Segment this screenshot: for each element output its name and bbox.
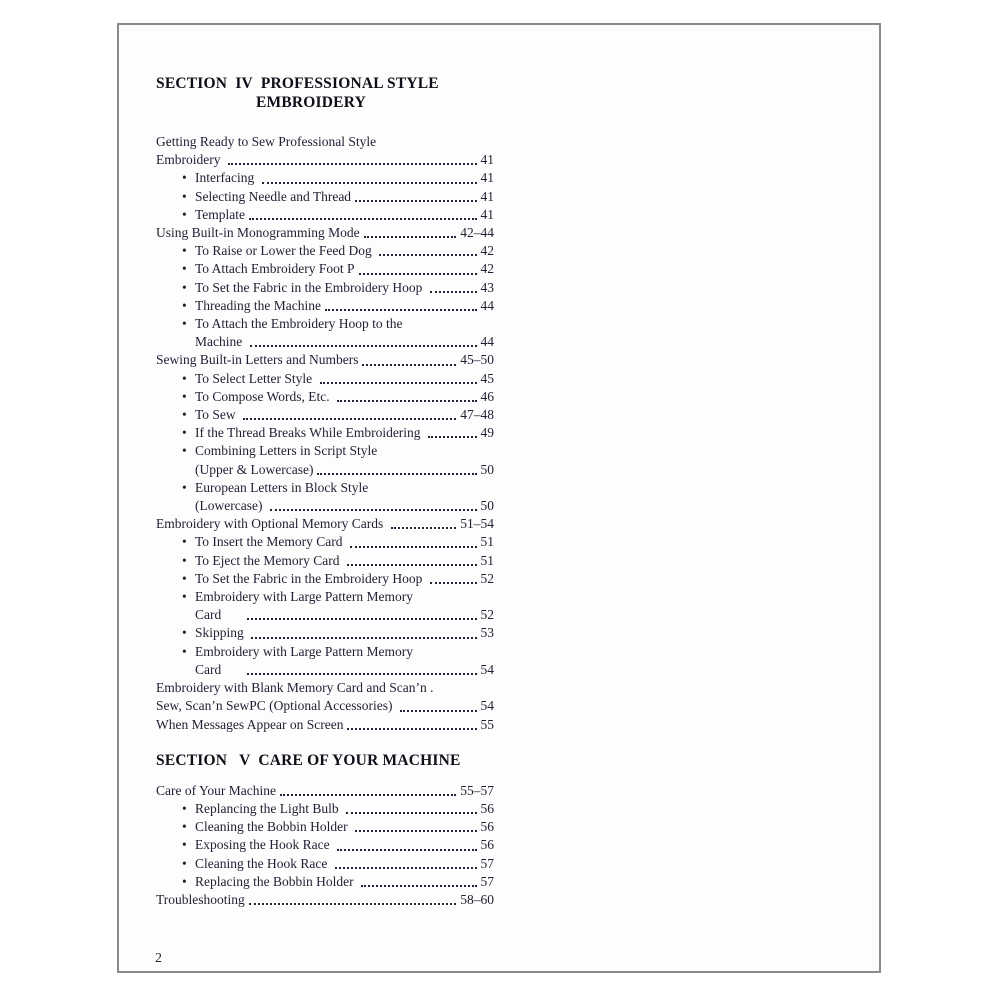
toc-page-number: 56 xyxy=(480,837,494,853)
toc-page-number: 51 xyxy=(480,552,494,568)
section-heading-line: SECTION IV PROFESSIONAL STYLE xyxy=(156,75,439,92)
toc-page-number: 46 xyxy=(480,388,494,404)
toc-entry-label: Cleaning the Hook Race xyxy=(195,855,331,871)
bullet-icon: • xyxy=(182,819,187,835)
toc-entry-label: Selecting Needle and Thread xyxy=(195,188,352,204)
bullet-icon: • xyxy=(182,855,187,871)
toc-entry-row xyxy=(156,782,494,800)
dot-leader xyxy=(251,624,476,638)
toc-page-number: 58–60 xyxy=(460,891,494,907)
dot-leader xyxy=(249,206,476,220)
toc-entry-label: Interfacing xyxy=(195,170,258,186)
toc-page-number: 51–54 xyxy=(460,516,494,532)
bullet-icon: • xyxy=(182,243,187,259)
dot-leader xyxy=(250,333,477,347)
toc-page-number: 51 xyxy=(480,534,494,550)
page-number: 2 xyxy=(155,951,162,966)
toc-page-number: 45 xyxy=(480,370,494,386)
toc-entry-label: Embroidery xyxy=(156,152,224,168)
bullet-icon: • xyxy=(182,188,187,204)
toc-entry-row xyxy=(156,818,494,836)
toc-entry-row xyxy=(156,515,494,533)
toc-entry-row xyxy=(156,279,494,297)
toc-page-number: 49 xyxy=(480,425,494,441)
manual-page xyxy=(117,23,881,973)
toc-entry-label: When Messages Appear on Screen xyxy=(156,716,344,732)
dot-leader xyxy=(247,661,476,675)
bullet-icon: • xyxy=(182,534,187,550)
bullet-icon: • xyxy=(182,370,187,386)
bullet-icon: • xyxy=(182,837,187,853)
dot-leader xyxy=(335,855,477,869)
table-of-contents xyxy=(156,74,494,909)
dot-leader xyxy=(243,406,456,420)
dot-leader xyxy=(391,515,457,529)
toc-entry-label: Replancing the Light Bulb xyxy=(195,800,342,816)
toc-page-number: 45–50 xyxy=(460,352,494,368)
dot-leader xyxy=(347,716,476,730)
dot-leader xyxy=(270,497,477,511)
toc-entry-row xyxy=(156,479,494,497)
toc-page-number: 56 xyxy=(480,800,494,816)
dot-leader xyxy=(317,461,476,475)
dot-leader xyxy=(355,188,476,202)
section-heading xyxy=(156,751,494,770)
toc-entry-label: Sewing Built-in Letters and Numbers xyxy=(156,352,359,368)
toc-entry-label: Exposing the Hook Race xyxy=(195,837,333,853)
dot-leader xyxy=(249,891,456,905)
toc-page-number: 50 xyxy=(480,498,494,514)
bullet-icon: • xyxy=(182,570,187,586)
section-heading xyxy=(156,74,494,112)
toc-entry-label: To Eject the Memory Card xyxy=(195,552,343,568)
toc-entry-row xyxy=(156,242,494,260)
toc-entry-label: Replacing the Bobbin Holder xyxy=(195,873,357,889)
dot-leader xyxy=(362,351,456,365)
toc-entry-row xyxy=(156,151,494,169)
toc-entry-label: Care of Your Machine xyxy=(156,782,276,798)
toc-entry-label: To Set the Fabric in the Embroidery Hoop xyxy=(195,570,426,586)
bullet-icon: • xyxy=(182,589,187,605)
toc-entry-row xyxy=(156,169,494,187)
bullet-icon: • xyxy=(182,643,187,659)
toc-page-number: 56 xyxy=(480,819,494,835)
dot-leader xyxy=(337,388,477,402)
dot-leader xyxy=(430,570,477,584)
toc-page-number: 57 xyxy=(480,855,494,871)
toc-page-number: 53 xyxy=(480,625,494,641)
toc-entry-row xyxy=(156,461,494,479)
toc-entry-label: (Upper & Lowercase) xyxy=(195,461,314,477)
toc-entry-label: To Set the Fabric in the Embroidery Hoop xyxy=(195,279,426,295)
toc-page-number: 41 xyxy=(480,152,494,168)
toc-entry-row xyxy=(156,661,494,679)
toc-entry-row xyxy=(156,133,494,151)
toc-page-number: 47–48 xyxy=(460,407,494,423)
bullet-icon: • xyxy=(182,261,187,277)
toc-page-number: 43 xyxy=(480,279,494,295)
bullet-icon: • xyxy=(182,425,187,441)
toc-entry-label: Embroidery with Blank Memory Card and Scan’n . xyxy=(156,680,434,696)
toc-entry-row xyxy=(156,891,494,909)
toc-entry-row xyxy=(156,873,494,891)
dot-leader xyxy=(337,836,477,850)
toc-entry-row xyxy=(156,406,494,424)
dot-leader xyxy=(320,370,477,384)
dot-leader xyxy=(364,224,457,238)
bullet-icon: • xyxy=(182,407,187,423)
toc-entry-row xyxy=(156,424,494,442)
bullet-icon: • xyxy=(182,800,187,816)
toc-page-number: 44 xyxy=(480,334,494,350)
toc-entry-row xyxy=(156,588,494,606)
bullet-icon: • xyxy=(182,443,187,459)
toc-entry-label: Skipping xyxy=(195,625,248,641)
dot-leader xyxy=(247,606,476,620)
toc-entry-row xyxy=(156,552,494,570)
section-heading-line: SECTION V CARE OF YOUR MACHINE xyxy=(156,751,461,769)
bullet-icon: • xyxy=(182,873,187,889)
toc-entry-row xyxy=(156,388,494,406)
toc-entry-label: Embroidery with Large Pattern Memory xyxy=(195,589,413,605)
dot-leader xyxy=(228,151,477,165)
dot-leader xyxy=(359,260,477,274)
dot-leader xyxy=(430,279,477,293)
toc-entry-label: Card xyxy=(195,607,222,623)
dot-leader xyxy=(280,782,456,796)
toc-entry-row xyxy=(156,351,494,369)
toc-entry-label: To Attach Embroidery Foot P xyxy=(195,261,355,277)
toc-entry-label: Getting Ready to Sew Professional Style xyxy=(156,134,377,149)
toc-entry-label: Using Built-in Monogramming Mode xyxy=(156,225,360,241)
toc-page-number: 42 xyxy=(480,261,494,277)
dot-leader xyxy=(428,424,477,438)
section-heading-line: EMBROIDERY xyxy=(256,94,366,111)
toc-entry-row xyxy=(156,624,494,642)
dot-leader xyxy=(325,297,477,311)
toc-entry-label: Sew, Scan’n SewPC (Optional Accessories) xyxy=(156,698,396,714)
toc-entry-label: Threading the Machine xyxy=(195,297,321,313)
toc-page-number: 55–57 xyxy=(460,782,494,798)
toc-entry-label: (Lowercase) xyxy=(195,498,266,514)
toc-entry-row xyxy=(156,606,494,624)
toc-entry-row xyxy=(156,442,494,460)
bullet-icon: • xyxy=(182,552,187,568)
toc-entry-row xyxy=(156,716,494,734)
toc-page-number: 57 xyxy=(480,873,494,889)
toc-entry-label: Machine xyxy=(195,334,246,350)
toc-entry-row xyxy=(156,370,494,388)
bullet-icon: • xyxy=(182,170,187,186)
toc-entry-row xyxy=(156,697,494,715)
dot-leader xyxy=(379,242,476,256)
bullet-icon: • xyxy=(182,297,187,313)
dot-leader xyxy=(355,818,477,832)
toc-entry-label: Card xyxy=(195,661,222,677)
dot-leader xyxy=(262,169,477,183)
toc-page-number: 52 xyxy=(480,570,494,586)
toc-entry-label: To Insert the Memory Card xyxy=(195,534,346,550)
toc-entry-row xyxy=(156,570,494,588)
toc-page-number: 52 xyxy=(480,607,494,623)
toc-page-number: 41 xyxy=(480,188,494,204)
toc-entry-row xyxy=(156,533,494,551)
dot-leader xyxy=(346,800,477,814)
dot-leader xyxy=(361,873,477,887)
bullet-icon: • xyxy=(182,206,187,222)
toc-page-number: 42–44 xyxy=(460,225,494,241)
dot-leader xyxy=(347,552,477,566)
toc-entry-label: If the Thread Breaks While Embroidering xyxy=(195,425,424,441)
toc-entry-row xyxy=(156,260,494,278)
bullet-icon: • xyxy=(182,316,187,332)
toc-page-number: 41 xyxy=(480,170,494,186)
toc-entry-row xyxy=(156,643,494,661)
toc-entry-row xyxy=(156,836,494,854)
toc-entry-row xyxy=(156,224,494,242)
toc-entry-label: Troubleshooting xyxy=(156,891,245,907)
toc-entry-label: Embroidery with Optional Memory Cards xyxy=(156,516,387,532)
toc-entry-label: To Compose Words, Etc. xyxy=(195,388,333,404)
toc-entry-row xyxy=(156,800,494,818)
dot-leader xyxy=(350,533,477,547)
toc-page-number: 54 xyxy=(480,698,494,714)
toc-entry-row xyxy=(156,855,494,873)
toc-entry-label: To Raise or Lower the Feed Dog xyxy=(195,243,376,259)
toc-entry-label: To Select Letter Style xyxy=(195,370,316,386)
toc-page-number: 42 xyxy=(480,243,494,259)
toc-entry-label: Embroidery with Large Pattern Memory xyxy=(195,643,413,659)
toc-entry-row xyxy=(156,333,494,351)
toc-page-number: 55 xyxy=(480,716,494,732)
toc-page-number: 41 xyxy=(480,206,494,222)
toc-entry-row xyxy=(156,297,494,315)
bullet-icon: • xyxy=(182,279,187,295)
toc-entry-row xyxy=(156,497,494,515)
toc-entry-row xyxy=(156,206,494,224)
toc-entry-label: Cleaning the Bobbin Holder xyxy=(195,819,351,835)
toc-entry-label: European Letters in Block Style xyxy=(195,479,369,495)
bullet-icon: • xyxy=(182,479,187,495)
toc-entry-label: To Sew xyxy=(195,407,240,423)
toc-entry-row xyxy=(156,315,494,333)
bullet-icon: • xyxy=(182,625,187,641)
toc-page-number: 54 xyxy=(480,661,494,677)
dot-leader xyxy=(400,697,477,711)
bullet-icon: • xyxy=(182,388,187,404)
toc-entry-row xyxy=(156,679,494,697)
toc-page-number: 44 xyxy=(480,297,494,313)
toc-entry-label: Combining Letters in Script Style xyxy=(195,443,378,459)
toc-page-number: 50 xyxy=(480,461,494,477)
toc-entry-label: To Attach the Embroidery Hoop to the xyxy=(195,316,403,332)
toc-entry-label: Template xyxy=(195,206,246,222)
toc-entry-row xyxy=(156,188,494,206)
